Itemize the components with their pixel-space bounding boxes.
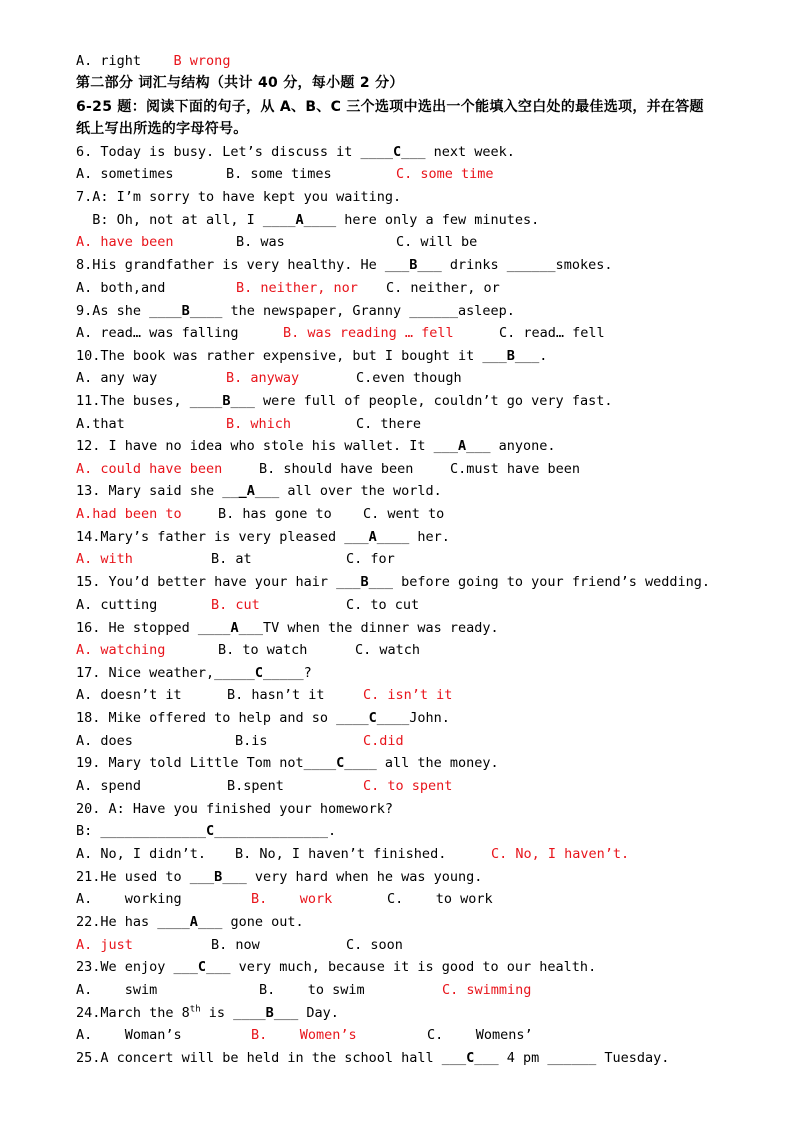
- answer-options: [76, 322, 756, 344]
- answer-letter: C: [466, 1050, 475, 1066]
- text-segment: 17. Nice weather,_____: [76, 665, 255, 681]
- text-segment: ___ before going to your friend’s wedding.: [368, 574, 710, 590]
- option: C. went to: [363, 506, 445, 522]
- answer-letter: A: [230, 620, 239, 636]
- option: A. doesn’t it: [76, 687, 182, 703]
- text-segment: 14.Mary’s father is very pleased ___: [76, 529, 369, 545]
- text-segment: 19. Mary told Little Tom not____: [76, 755, 337, 771]
- text-segment: 21.He used to ___: [76, 869, 215, 885]
- option: A. read… was falling: [76, 325, 239, 341]
- option: B. hasn’t it: [227, 687, 325, 703]
- correct-option: B. Women’s: [251, 1027, 357, 1043]
- correct-option: A. watching: [76, 642, 166, 658]
- question-line: [76, 820, 336, 842]
- question-line: [76, 300, 515, 322]
- question-line: [76, 254, 612, 276]
- answer-letter: B: [214, 869, 223, 885]
- question-line: [76, 345, 547, 367]
- option: C. watch: [355, 642, 421, 658]
- answer-letter: A: [295, 212, 304, 228]
- option: A. cutting: [76, 597, 158, 613]
- answer-letter: B: [222, 393, 231, 409]
- option: A. Woman’s: [76, 1027, 182, 1043]
- answer-letter: A: [189, 914, 198, 930]
- option: B. at: [211, 551, 252, 567]
- question-line: [76, 617, 499, 639]
- text-segment: 7.A: I’m sorry to have kept you waiting.: [76, 189, 402, 205]
- correct-option: C. No, I haven’t.: [491, 846, 630, 862]
- text-segment: ____ all the money.: [344, 755, 499, 771]
- correct-option: C. swimming: [442, 982, 532, 998]
- answer-options: [76, 888, 756, 910]
- text-segment: 22.He has ____: [76, 914, 190, 930]
- question-line: [76, 866, 482, 888]
- correct-option: B. work: [251, 891, 333, 907]
- text-segment: th: [189, 1004, 201, 1015]
- option: B. should have been: [259, 461, 414, 477]
- option: C.must have been: [450, 461, 581, 477]
- text-segment: 15. You’d better have your hair ___: [76, 574, 361, 590]
- answer-options: [76, 503, 756, 525]
- answer-options: [76, 730, 756, 752]
- answer-options: [76, 231, 756, 253]
- text-segment: ____John.: [376, 710, 450, 726]
- option: C. there: [356, 416, 422, 432]
- correct-option: B. which: [226, 416, 292, 432]
- answer-letter: C: [368, 710, 377, 726]
- text-segment: 20. A: Have you finished your homework?: [76, 801, 393, 817]
- option: B. No, I haven’t finished.: [235, 846, 447, 862]
- answer-letter: B: [360, 574, 369, 590]
- answer-letter: C: [206, 823, 215, 839]
- answer-options: [76, 367, 756, 389]
- answer-options: [76, 684, 756, 706]
- text-segment: A. right: [76, 53, 174, 69]
- text-segment: ___ very hard when he was young.: [222, 869, 483, 885]
- option: A. swim: [76, 982, 158, 998]
- option: C. neither, or: [386, 280, 500, 296]
- question-line: [76, 480, 442, 502]
- option: B. to swim: [259, 982, 365, 998]
- option: C. Womens’: [427, 1027, 533, 1043]
- option: A. does: [76, 733, 133, 749]
- option: A. any way: [76, 370, 158, 386]
- answer-options: [76, 458, 756, 480]
- text-segment: ___ were full of people, couldn’t go very fast.: [230, 393, 613, 409]
- question-line: [76, 1047, 669, 1069]
- option: B. was: [236, 234, 285, 250]
- option: A. working: [76, 891, 182, 907]
- text-segment: ___ Day.: [273, 1005, 339, 1021]
- option: C. read… fell: [499, 325, 605, 341]
- correct-option: B. cut: [211, 597, 260, 613]
- text-segment: ______________.: [214, 823, 337, 839]
- text-segment: ___TV when the dinner was ready.: [238, 620, 499, 636]
- text-segment: ___ anyone.: [466, 438, 556, 454]
- text-segment: ____ here only a few minutes.: [303, 212, 540, 228]
- option: A.that: [76, 416, 125, 432]
- answer-letter: B: [181, 303, 190, 319]
- option: A. both,and: [76, 280, 166, 296]
- option: C. to work: [387, 891, 493, 907]
- answer-letter: A: [368, 529, 377, 545]
- option: C.even though: [356, 370, 462, 386]
- answer-options: [76, 979, 756, 1001]
- text-segment: ____ the newspaper, Granny ______asleep.: [189, 303, 515, 319]
- answer-options: [76, 843, 756, 865]
- question-line: [76, 707, 450, 729]
- text-segment: 23.We enjoy ___: [76, 959, 198, 975]
- text-segment: _____?: [262, 665, 312, 681]
- text-segment: ___ all over the world.: [254, 483, 442, 499]
- text-segment: 13. Mary said she __: [76, 483, 239, 499]
- text-segment: B: _____________: [76, 823, 207, 839]
- option: C. soon: [346, 937, 403, 953]
- section-heading: 纸上写出所选的字母符号。: [76, 121, 248, 137]
- answer-letter: B: [506, 348, 515, 364]
- question-line: [76, 435, 556, 457]
- question-line: [76, 390, 612, 412]
- question-line: [76, 571, 710, 593]
- section-heading: 6-25 题：阅读下面的句子，从 A、B、C 三个选项中选出一个能填入空白处的最佳选项，并在答题: [76, 99, 704, 115]
- option: B.is: [235, 733, 268, 749]
- text-segment: 24.March the 8: [76, 1005, 190, 1021]
- correct-option: B. was reading … fell: [283, 325, 454, 341]
- option: B.spent: [227, 778, 284, 794]
- text-segment: ___ next week.: [401, 144, 515, 160]
- question-line: [76, 1002, 339, 1024]
- correct-option: C. to spent: [363, 778, 453, 794]
- section-heading: 第二部分 词汇与结构（共计 40 分，每小题 2 分）: [76, 75, 404, 91]
- question-line: [76, 141, 515, 163]
- answer-letter: C: [254, 665, 263, 681]
- correct-option: A. have been: [76, 234, 174, 250]
- correct-option: A. could have been: [76, 461, 223, 477]
- text-segment: ___.: [514, 348, 548, 364]
- answer-letter: A: [458, 438, 467, 454]
- option: B. some times: [226, 166, 332, 182]
- text-segment: ____ her.: [376, 529, 450, 545]
- correct-option: A.had been to: [76, 506, 182, 522]
- question-line: [76, 956, 596, 978]
- text-segment: 6. Today is busy. Let’s discuss it ____: [76, 144, 393, 160]
- answer-options: [76, 594, 756, 616]
- answer-options: [76, 413, 756, 435]
- answer-letter: _A: [238, 483, 255, 499]
- answer-options: [76, 277, 756, 299]
- option: A. spend: [76, 778, 142, 794]
- question-line: [76, 50, 230, 72]
- question-line: [76, 209, 539, 231]
- question-line: [76, 662, 312, 684]
- answer-options: [76, 1024, 756, 1046]
- text-segment: 11.The buses, ____: [76, 393, 223, 409]
- text-segment: 16. He stopped ____: [76, 620, 231, 636]
- option: B. to watch: [218, 642, 308, 658]
- correct-option: C.did: [363, 733, 404, 749]
- correct-option: B. neither, nor: [236, 280, 358, 296]
- question-line: [76, 752, 499, 774]
- text-segment: 10.The book was rather expensive, but I bought it ___: [76, 348, 507, 364]
- correct-option: C. some time: [396, 166, 494, 182]
- correct-option: C. isn’t it: [363, 687, 453, 703]
- correct-option: B. anyway: [226, 370, 300, 386]
- text-segment: ___ very much, because it is good to our health.: [206, 959, 597, 975]
- answer-letter: B: [409, 257, 418, 273]
- answer-options: [76, 775, 756, 797]
- text-segment: ___ drinks ______smokes.: [417, 257, 613, 273]
- answer-letter: C: [197, 959, 207, 975]
- text-segment: ___ gone out.: [197, 914, 304, 930]
- answer-options: [76, 639, 756, 661]
- correct-option: B wrong: [173, 53, 231, 69]
- option: B. now: [211, 937, 260, 953]
- correct-option: A. with: [76, 551, 133, 567]
- answer-options: [76, 548, 756, 570]
- text-segment: 18. Mike offered to help and so ____: [76, 710, 369, 726]
- option: C. to cut: [346, 597, 420, 613]
- question-line: [76, 798, 393, 820]
- text-segment: ___ 4 pm ______ Tuesday.: [474, 1050, 670, 1066]
- text-segment: 12. I have no idea who stole his wallet. It ___: [76, 438, 459, 454]
- answer-letter: C: [336, 755, 345, 771]
- answer-options: [76, 934, 756, 956]
- option: C. will be: [396, 234, 478, 250]
- question-line: [76, 526, 450, 548]
- question-line: [76, 911, 304, 933]
- text-segment: 8.His grandfather is very healthy. He ___: [76, 257, 410, 273]
- text-segment: B: Oh, not at all, I ____: [76, 212, 296, 228]
- option: B. has gone to: [218, 506, 332, 522]
- answer-letter: C: [392, 144, 402, 160]
- text-segment: 25.A concert will be held in the school hall ___: [76, 1050, 467, 1066]
- option: A. sometimes: [76, 166, 174, 182]
- answer-options: [76, 163, 756, 185]
- option: C. for: [346, 551, 395, 567]
- text-segment: 9.As she ____: [76, 303, 182, 319]
- correct-option: A. just: [76, 937, 133, 953]
- option: A. No, I didn’t.: [76, 846, 207, 862]
- question-line: [76, 186, 401, 208]
- text-segment: is ____: [200, 1005, 266, 1021]
- answer-letter: B: [265, 1005, 274, 1021]
